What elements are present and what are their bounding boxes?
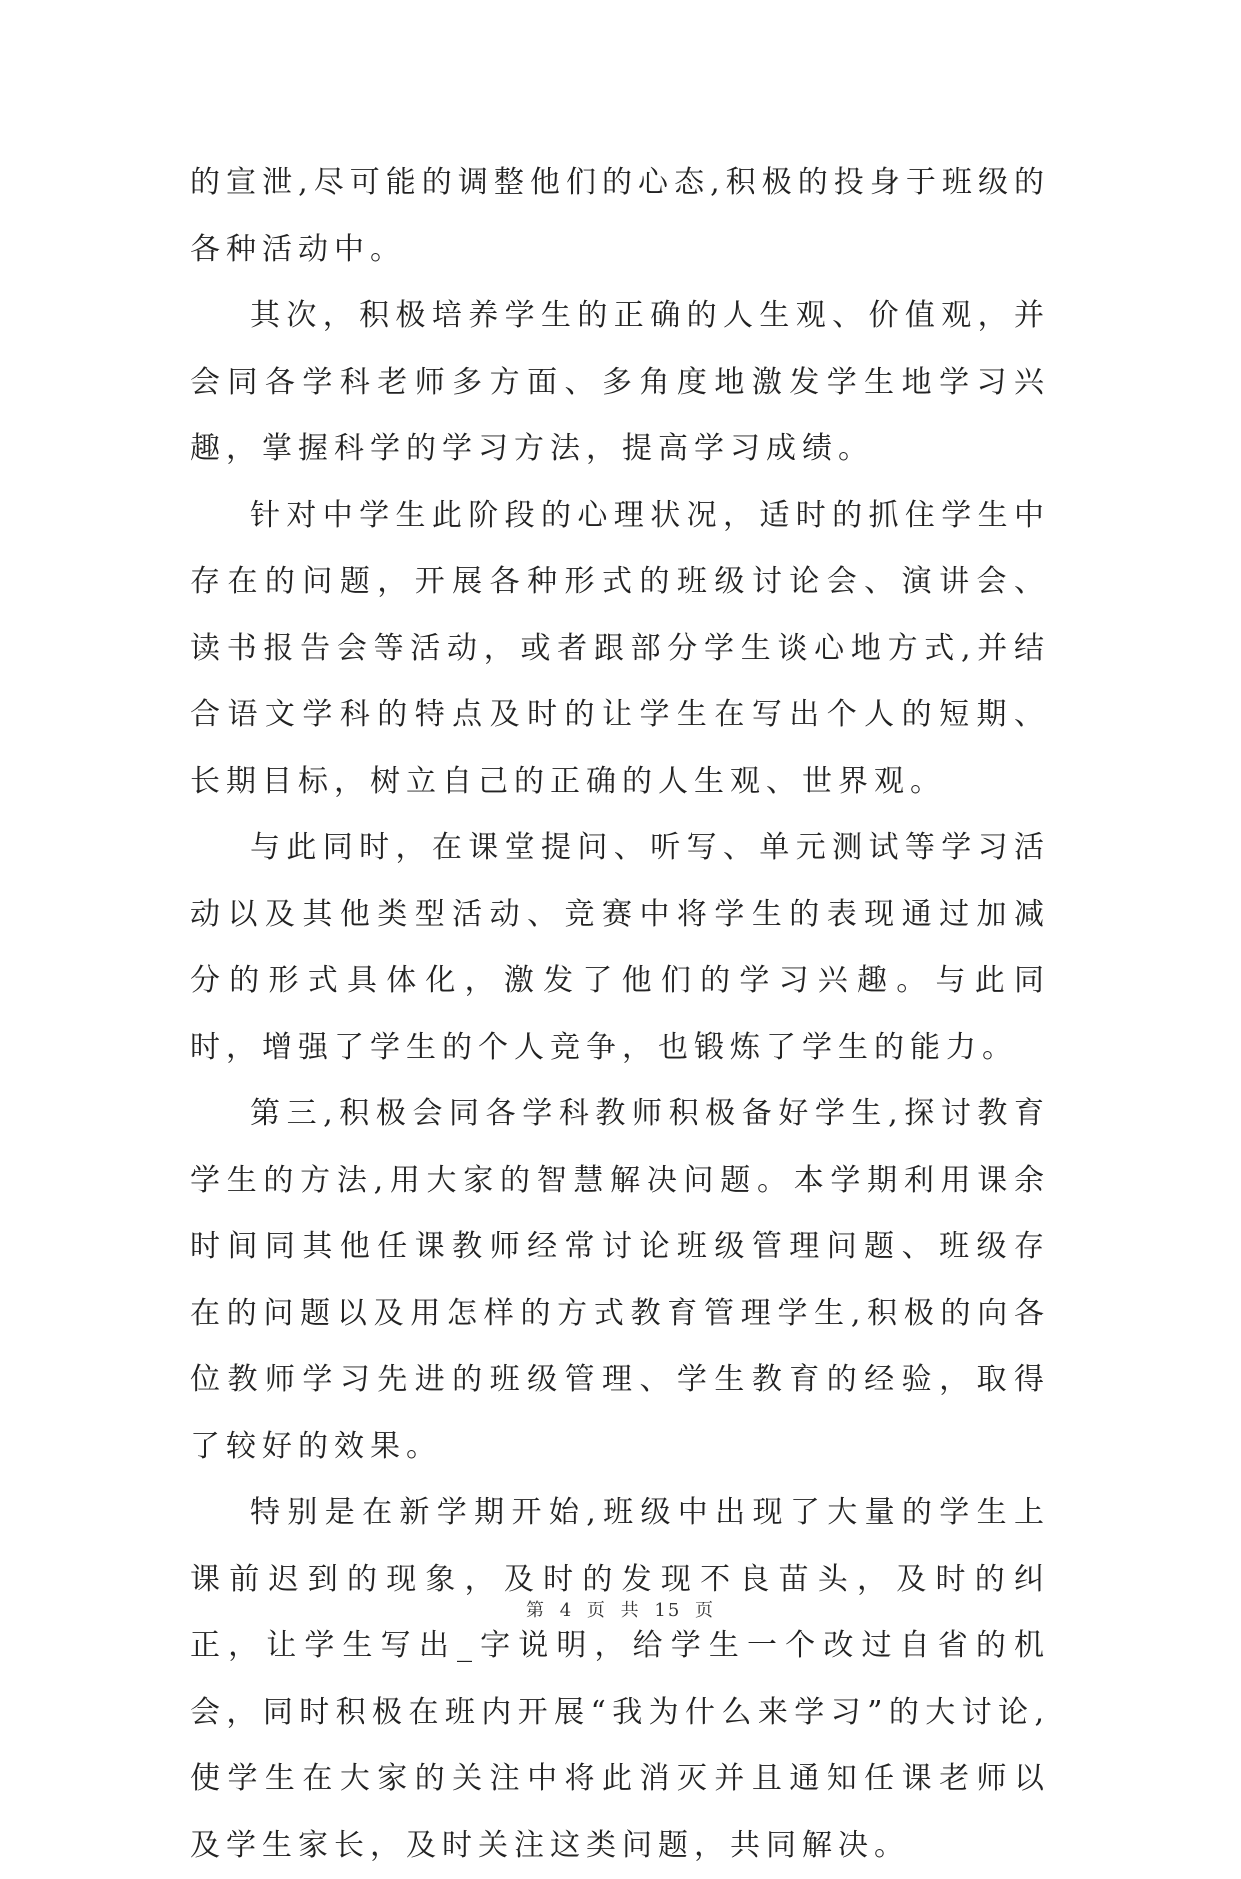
footer-total-prefix: 共 [620, 1600, 641, 1621]
footer-page-label: 页 [586, 1600, 607, 1621]
paragraph-1: 的宣泄,尽可能的调整他们的心态,积极的投身于班级的各种活动中。 [190, 165, 1050, 267]
paragraph-4: 与此同时，在课堂提问、听写、单元测试等学习活动以及其他类型活动、竞赛中将学生的表现通过加减分的形式具体化，激发了他们的学习兴趣。与此同时，增强了学生的个人竞争，也锻炼了学生的能力。 [190, 830, 1050, 1065]
footer-total-label: 页 [695, 1600, 716, 1621]
paragraph-3: 针对中学生此阶段的心理状况，适时的抓住学生中存在的问题，开展各种形式的班级讨论会、演讲会、读书报告会等活动，或者跟部分学生谈心地方式,并结合语文学科的特点及时的让学生在写出个人的短期、长期目标，树立自己的正确的人生观、世界观。 [190, 497, 1050, 799]
paragraph-5: 第三,积极会同各学科教师积极备好学生,探讨教育学生的方法,用大家的智慧解决问题。本学期利用课余时间同其他任课教师经常讨论班级管理问题、班级存在的问题以及用怎样的方式教育管理学生,积极的向各位教师学习先进的班级管理、学生教育的经验，取得了较好的效果。 [190, 1096, 1050, 1464]
footer-prefix: 第 [525, 1600, 546, 1621]
current-page-number: 4 [559, 1600, 574, 1621]
paragraph-6: 特别是在新学期开始,班级中出现了大量的学生上课前迟到的现象，及时的发现不良苗头，及时的纠正，让学生写出_字说明，给学生一个改过自省的机会，同时积极在班内开展“我为什么来学习”的大讨论,使学生在大家的关注中将此消灭并且通知任课老师以及学生家长，及时关注这类问题，共同解决。 [190, 1495, 1050, 1863]
paragraph-2: 其次，积极培养学生的正确的人生观、价值观，并会同各学科老师多方面、多角度地激发学生地学习兴趣，掌握科学的学习方法，提高学习成绩。 [190, 298, 1050, 466]
page-footer [0, 1596, 1241, 1622]
total-page-count: 15 [654, 1600, 682, 1621]
